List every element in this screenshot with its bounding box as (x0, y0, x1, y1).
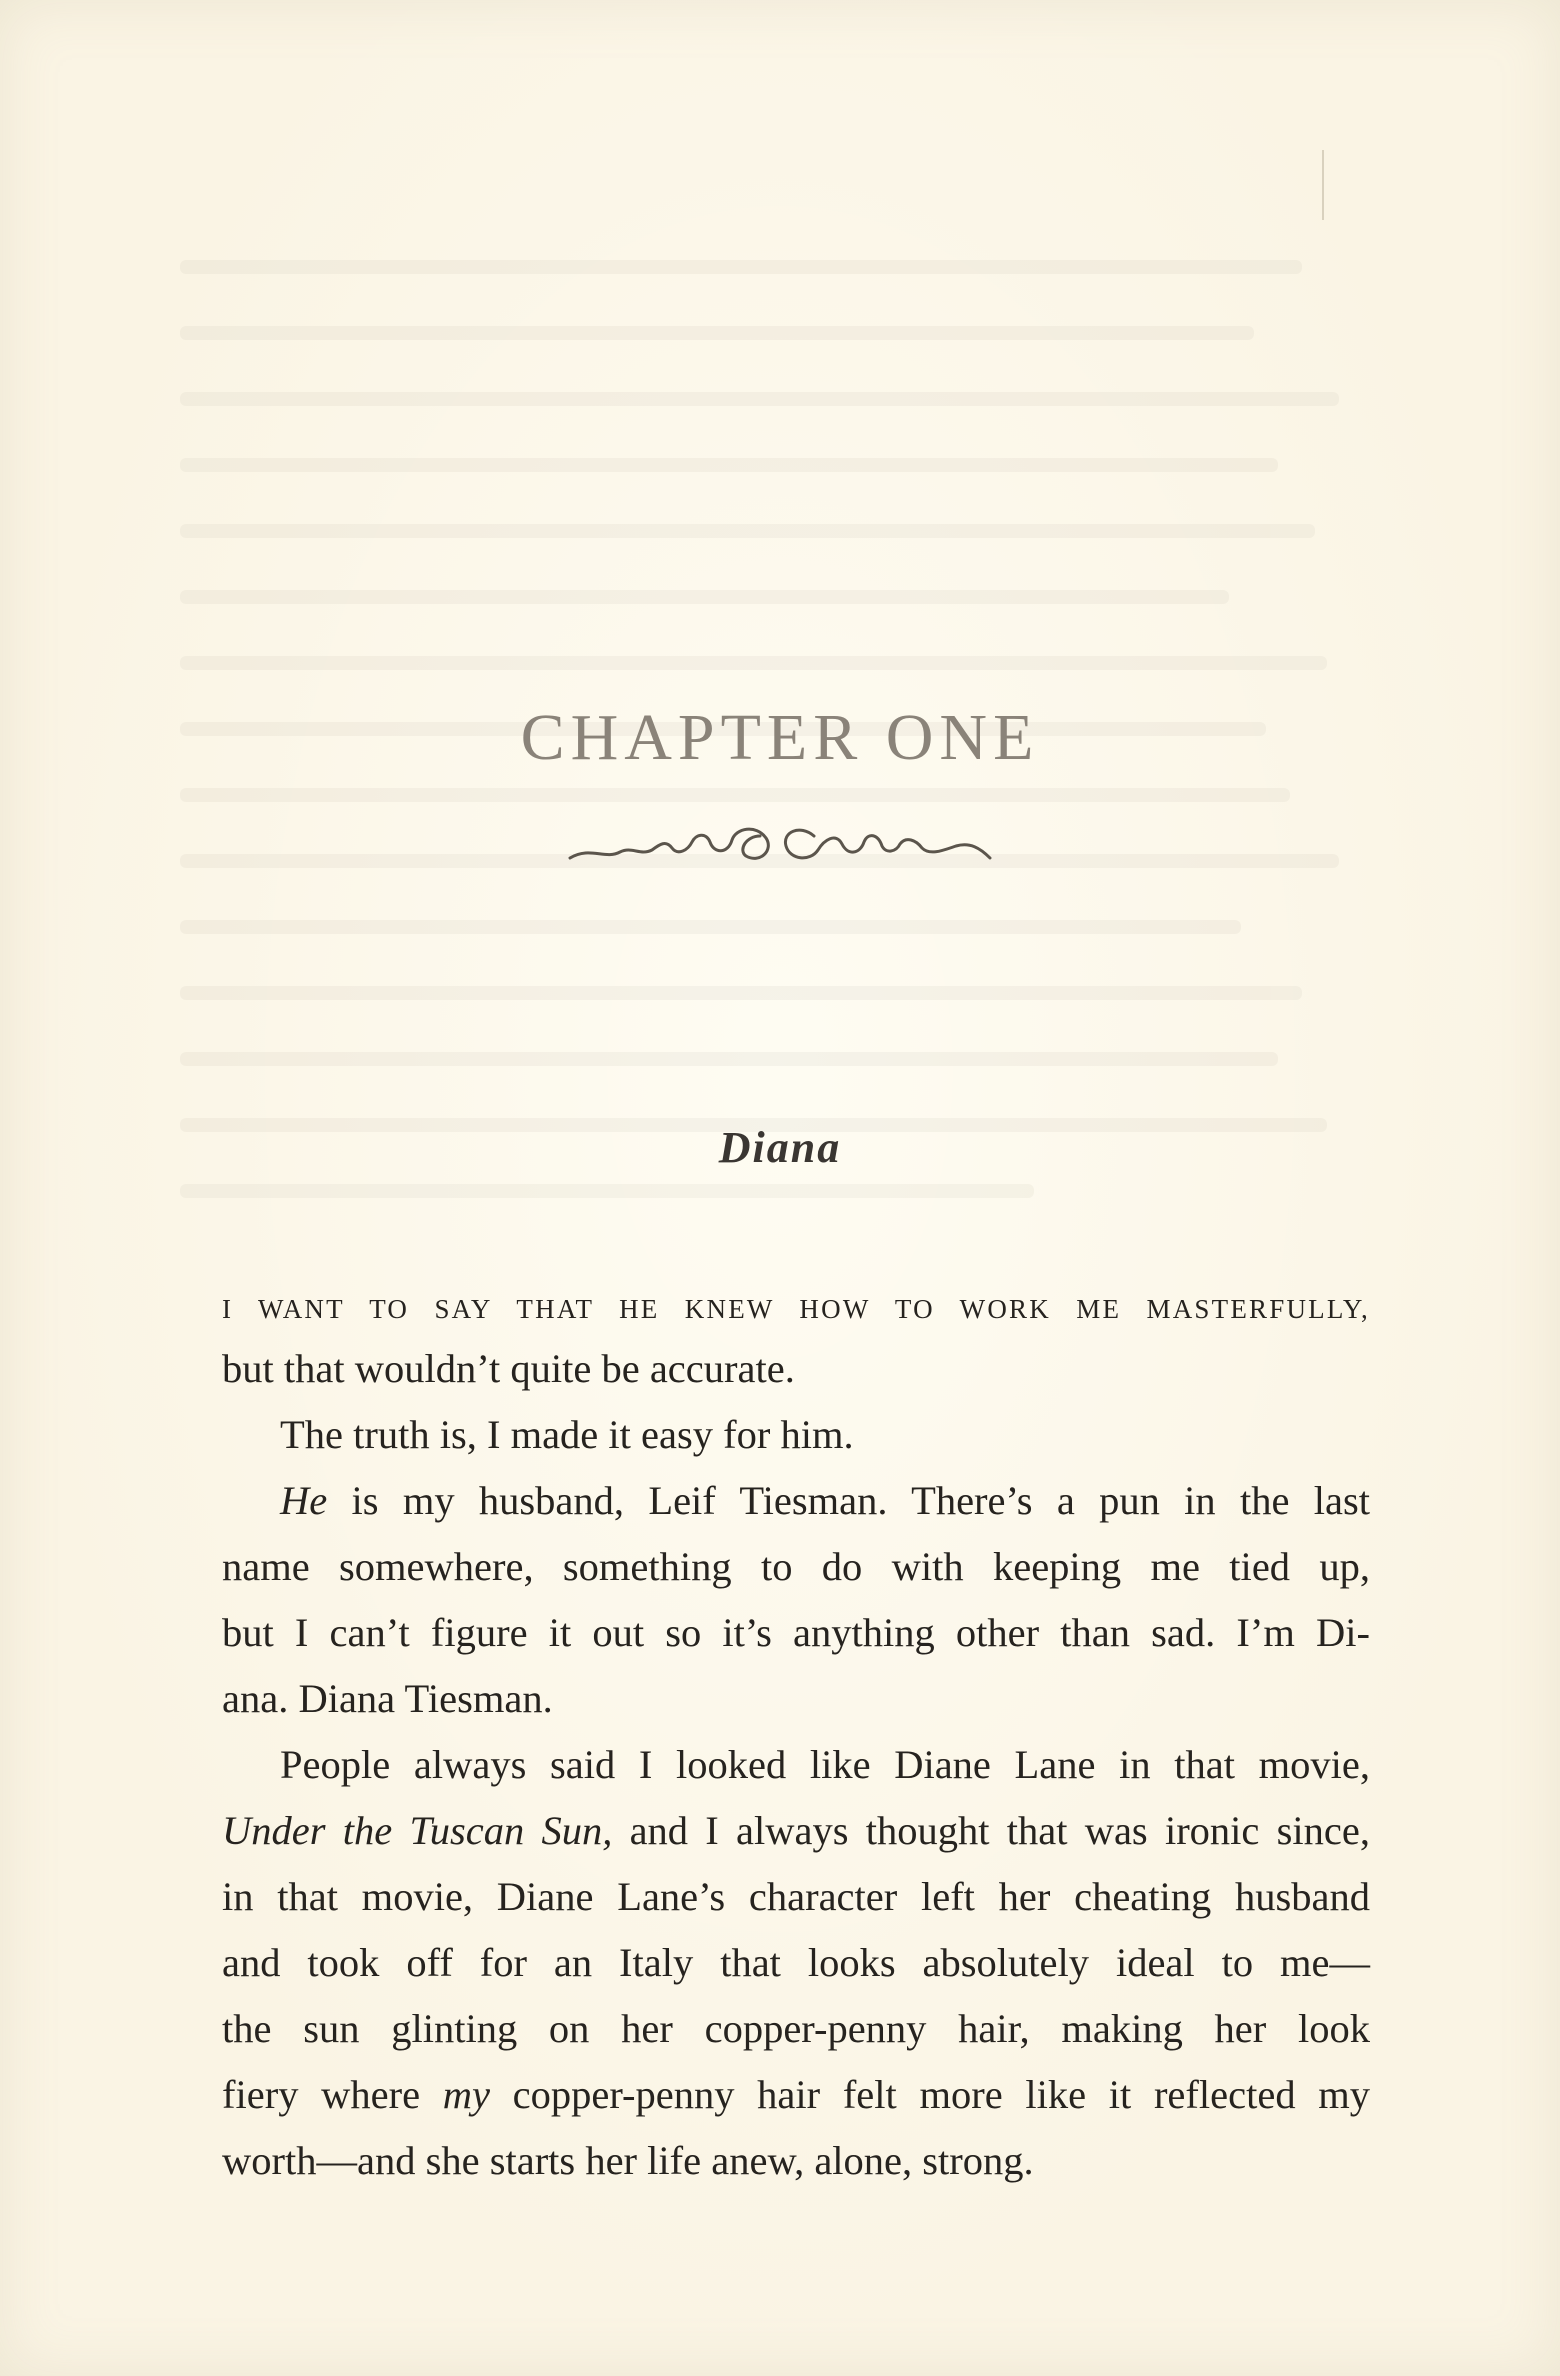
body-line: He is my husband, Leif Tiesman. There’s a pun in the last (280, 1478, 1370, 1523)
scroll-flourish-icon (560, 810, 1000, 880)
body-line: ana. Diana Tiesman. (222, 1676, 553, 1721)
body-line: but I can’t figure it out so it’s anything other than sad. I’m Di- (222, 1610, 1370, 1655)
page-mark (1322, 150, 1324, 220)
body-line: the sun glinting on her copper-penny hair, making her look (222, 2006, 1370, 2051)
chapter-heading: CHAPTER ONE (520, 701, 1040, 774)
body-line: Under the Tuscan Sun, and I always thought that was ironic since, (222, 1808, 1370, 1853)
body-line: People always said I looked like Diane Lane in that movie, (280, 1742, 1370, 1787)
body-line: but that wouldn’t quite be accurate. (222, 1346, 795, 1391)
opening-smallcaps-line: I WANT TO SAY THAT HE KNEW HOW TO WORK ME MASTERFULLY, (222, 1294, 1370, 1324)
body-line: worth—and she starts her life anew, alone, strong. (222, 2138, 1034, 2183)
pov-character-name: Diana (718, 1123, 842, 1172)
body-line: fiery where my copper-penny hair felt more like it reflected my (222, 2072, 1371, 2117)
body-line: and took off for an Italy that looks absolutely ideal to me— (222, 1940, 1370, 1985)
body-line: The truth is, I made it easy for him. (280, 1412, 854, 1457)
body-line: in that movie, Diane Lane’s character left her cheating husband (222, 1874, 1370, 1919)
body-line: name somewhere, something to do with keeping me tied up, (222, 1544, 1370, 1589)
chapter-body (222, 1270, 1370, 2194)
